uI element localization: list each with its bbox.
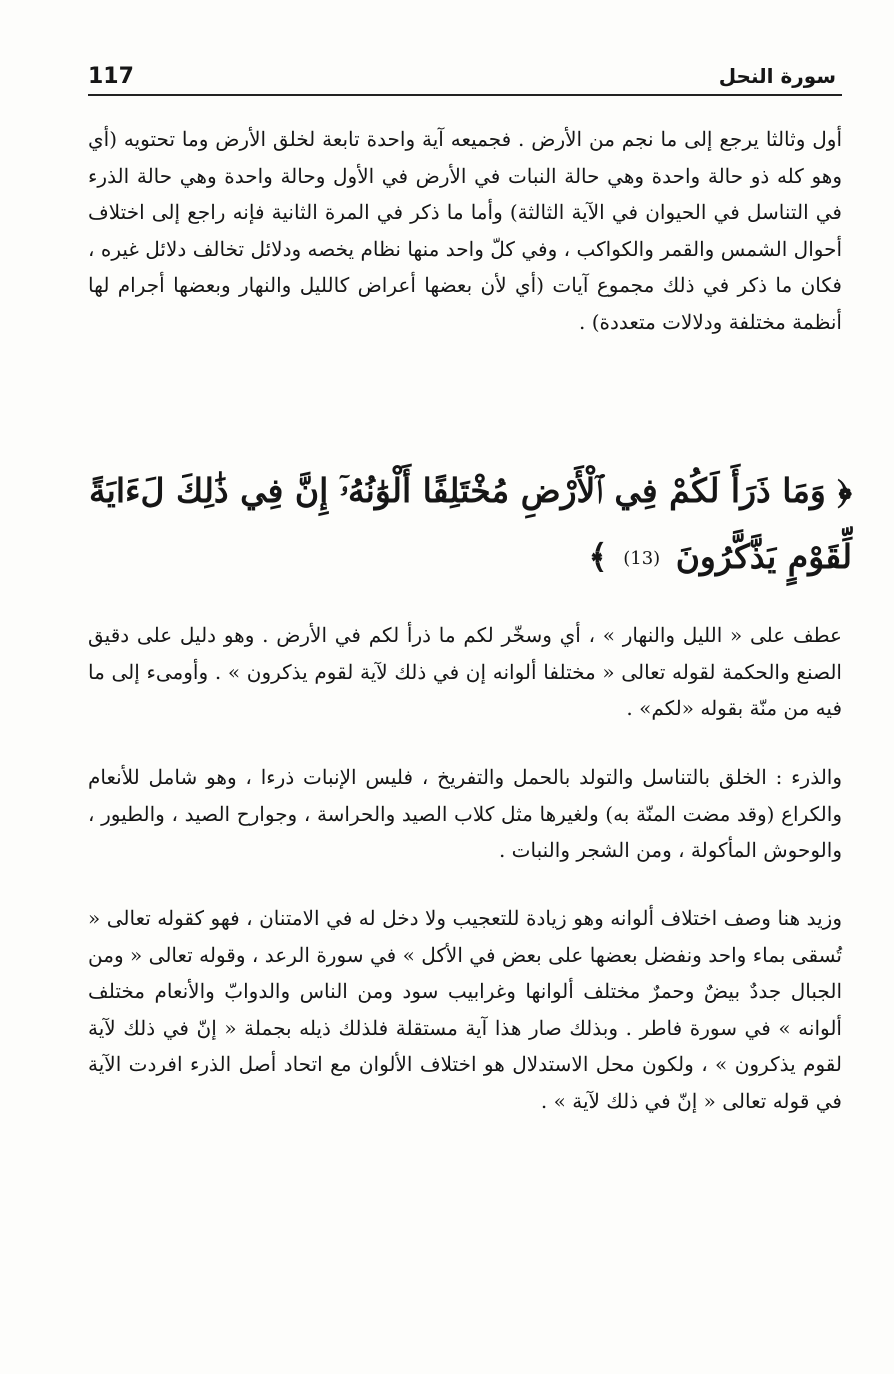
commentary-paragraph: أول وثالثا يرجع إلى ما نجم من الأرض . فجميعه آية واحدة تابعة لخلق الأرض وما تحتويه (أي وهو كله ذو حالة واحدة وهي حالة النبات في الأرض في الأول وحالة واحدة وهي حالة الذرء في التناسل في الحيوان في الآية الثالثة) وأما ما ذكر في المرة الثانية فإنه راجع إلى اختلاف أحوال الشمس والقمر والكواكب ، وفي كلّ واحد منها نظام يخصه ودلائل تخالف دلائل غيره ، فكان ما ذكر في ذلك مجموع آيات (أي لأن بعضها أعراض كالليل والنهار وبعضها أجرام لها أنظمة مختلفة ودلالات متعددة) .: [88, 127, 843, 334]
verse-text: وَمَا ذَرَأَ لَكُمْ فِي ٱلْأَرْضِ مُخْتَلِفًا أَلْوَٰنُهُۥٓ إِنَّ فِي ذَٰلِكَ لَءَايَةً لِّقَوْمٍ يَذَّكَّرُونَ: [88, 471, 852, 576]
verse-number: (13): [623, 548, 661, 569]
quran-verse: [78, 458, 852, 592]
tafsir-paragraph: عطف على « الليل والنهار » ، أي وسخّر لكم ما ذرأ لكم في الأرض . وهو دليل على دقيق الصنع والحكمة لقوله تعالى « مختلفا ألوانه إن في ذلك لآية لقوم يذكرون » . وأومىء إلى ما فيه من منّة بقوله «لكم» .: [88, 623, 842, 721]
verse-open-bracket: ﴿: [837, 471, 852, 510]
tafsir-paragraph: والذرء : الخلق بالتناسل والتولد بالحمل والتفريخ ، فليس الإنبات ذرءا ، وهو شامل للأنعام والكراع (وقد مضت المنّة به) ولغيرها مثل كلاب الصيد والحراسة ، وجوارح الصيد ، والطيور ، والوحوش المأكولة ، ومن الشجر والنبات .: [88, 765, 842, 863]
page-number: 117: [88, 64, 134, 89]
running-title: سورة النحل: [718, 64, 836, 88]
verse-close-bracket: ﴾: [588, 537, 608, 576]
page-header: [88, 60, 842, 96]
tafsir-paragraph: وزيد هنا وصف اختلاف ألوانه وهو زيادة للتعجيب ولا دخل له في الامتنان ، فهو كقوله تعالى « تُسقى بماء واحد ونفضل بعضها على بعض في الأكل » في سورة الرعد ، وقوله تعالى « ومن الجبال جددٌ بيضٌ وحمرٌ مختلف ألوانها وغرابيب سود ومن الناس والدوابّ والأنعام مختلف ألوانه » في سورة فاطر . وبذلك صار هذا آية مستقلة فلذلك ذيله بجملة « إنّ في ذلك لآية لقوم يذكرون » ، ولكون محل الاستدلال هو اختلاف الألوان مع اتحاد أصل الذرء افردت الآية في قوله تعالى « إنّ في ذلك لآية » .: [88, 906, 842, 1113]
header-rule: [88, 94, 842, 96]
